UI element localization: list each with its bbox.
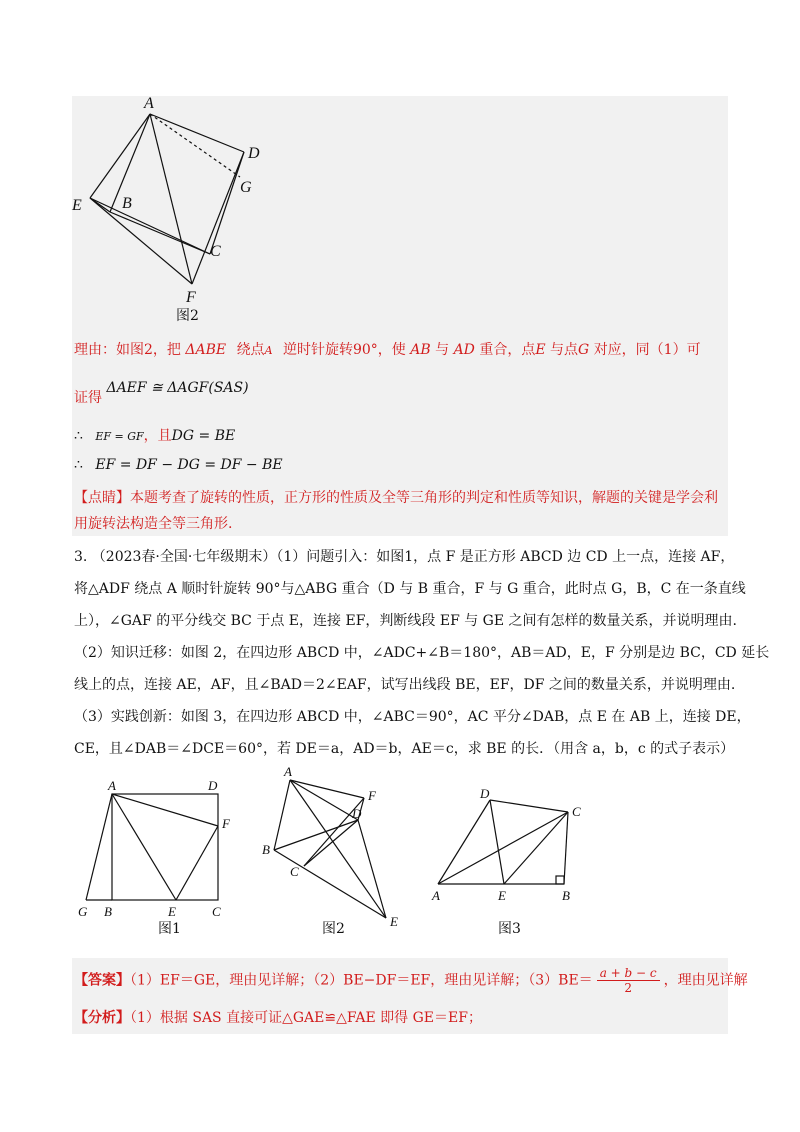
fig2-label-c: C [290, 864, 299, 879]
solution-line-1: 理由：如图2，把 ΔABE 绕点A 逆时针旋转90°，使 AB 与 AD 重合，点E 与点G 对应，同（1）可 [74, 342, 701, 358]
analysis-line: 【分析】（1）根据 SAS 直接可证△GAE≌△FAE 即得 GE＝EF； [74, 1010, 482, 1026]
figure-2-caption: 图2 [176, 308, 199, 324]
label-g: G [240, 179, 252, 196]
comment-line-1: 【点睛】本题考查了旋转的性质，正方形的性质及全等三角形的判定和性质等知识，解题的关键是学会利 [74, 490, 718, 506]
fig2-label-d: D [352, 806, 362, 821]
solution-line-4: ∴ EF = DF − DG = DF − BE [74, 457, 283, 473]
fig1-label-b: B [104, 904, 112, 919]
problem-line-1: 3. （2023春·全国·七年级期末）（1）问题引入：如图1，点 F 是正方形 ABCD 边 CD 上一点，连接 AF， [74, 549, 735, 565]
fig3-label-d: D [480, 786, 490, 801]
label-a: A [144, 95, 154, 112]
solution-line-2: 证得 ΔAEF ≅ ΔAGF(SAS) [74, 380, 249, 406]
label-e: E [72, 197, 82, 214]
fig2-label-f: F [368, 788, 376, 803]
answer-line: 【答案】（1）EF＝GE，理由见详解；（2）BE−DF＝EF，理由见详解；（3）BE＝ $\frac{a + b - c}{2}$ ，理由见详解 [74, 966, 748, 995]
solution-line-3: ∴ EF = GF，且DG = BE [74, 428, 236, 444]
label-b: B [122, 195, 132, 212]
figure-3 [428, 780, 598, 910]
fig3-label-a: A [432, 888, 440, 903]
figure-2-top [60, 92, 280, 332]
fig3-label-c: C [572, 804, 581, 819]
fig2-label-e: E [390, 914, 398, 929]
fig1-label-e: E [168, 904, 176, 919]
analysis-tag: 【分析】 [74, 1010, 130, 1026]
label-f: F [186, 289, 196, 306]
fig2-label-a: A [284, 764, 292, 779]
problem-line-2: 将△ADF 绕点 A 顺时针旋转 90°与△ABG 重合（D 与 B 重合，F 与 G 重合，此时点 G，B，C 在一条直线 [74, 581, 746, 597]
fig3-label-b: B [562, 888, 570, 903]
fig1-label-g: G [78, 904, 88, 919]
fig1-label-a: A [108, 778, 116, 793]
fig2-label-b: B [262, 842, 270, 857]
figure-2-bottom-caption: 图2 [322, 921, 345, 937]
figure-3-caption: 图3 [498, 921, 521, 937]
fig1-label-f: F [222, 816, 230, 831]
fig1-label-d: D [208, 778, 218, 793]
comment-line-2: 用旋转法构造全等三角形. [74, 516, 233, 532]
fig1-label-c: C [212, 904, 221, 919]
figure-1 [72, 770, 252, 920]
fig3-label-e: E [498, 888, 506, 903]
figure-1-caption: 图1 [158, 921, 181, 937]
label-d: D [248, 145, 260, 162]
problem-line-4: （2）知识迁移：如图 2，在四边形 ABCD 中，∠ADC+∠B＝180°，AB＝AD，E，F 分别是边 BC，CD 延长 [74, 645, 770, 661]
label-c: C [210, 243, 221, 260]
figure-2-bottom [256, 762, 416, 932]
problem-line-5: 线上的点，连接 AE，AF，且∠BAD＝2∠EAF，试写出线段 BE，EF，DF 之间的数量关系，并说明理由. [74, 677, 736, 693]
problem-line-7: CE，且∠DAB＝∠DCE＝60°，若 DE＝a，AD＝b，AE＝c，求 BE 的长．（用含 a，b，c 的式子表示） [74, 741, 735, 757]
answer-fraction: $\frac{a + b - c}{2}$ [597, 966, 660, 995]
answer-tag: 【答案】 [74, 972, 130, 989]
problem-line-3: 上），∠GAF 的平分线交 BC 于点 E，连接 EF，判断线段 EF 与 GE 之间有怎样的数量关系，并说明理由. [74, 613, 737, 629]
problem-line-6: （3）实践创新：如图 3，在四边形 ABCD 中，∠ABC＝90°，AC 平分∠DAB，点 E 在 AB 上，连接 DE， [74, 709, 751, 725]
